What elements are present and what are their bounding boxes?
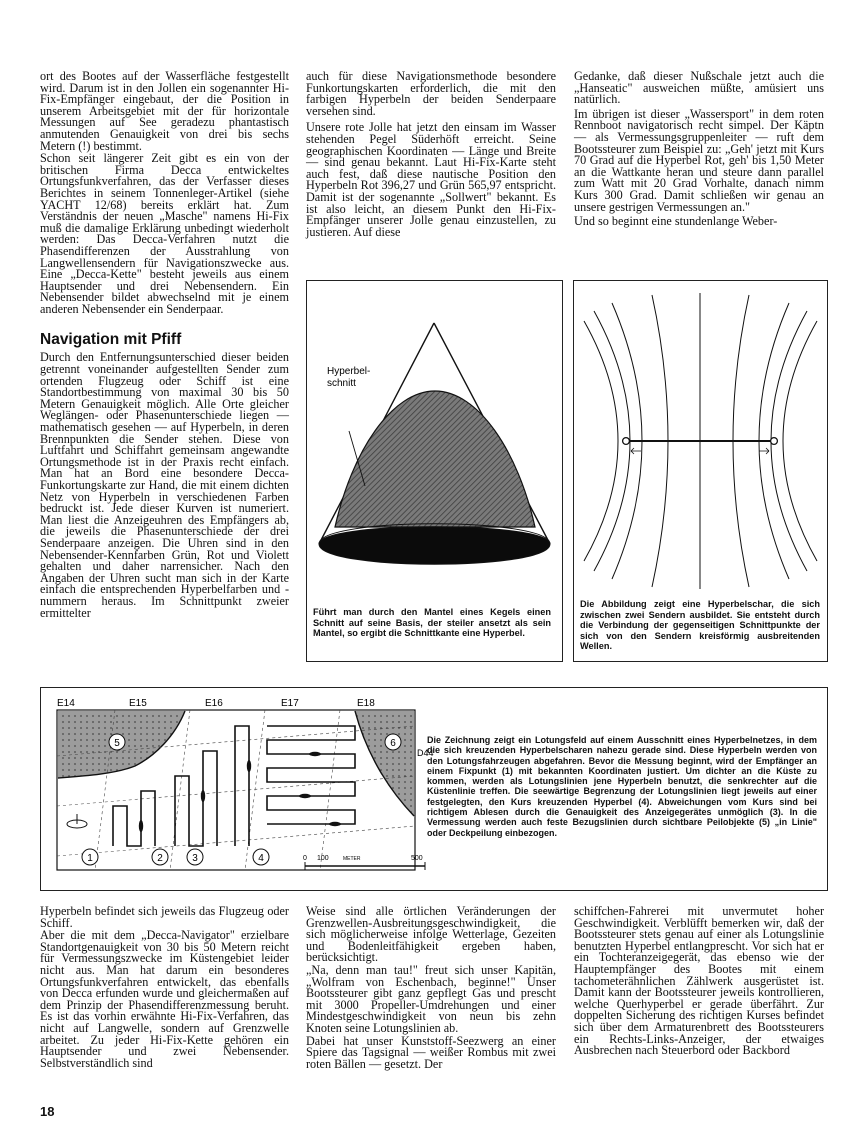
column-top-left: [40, 71, 289, 619]
marker-label: 2: [157, 853, 163, 864]
hyperbola-section: [335, 391, 535, 527]
marker-label: 5: [114, 738, 120, 749]
survey-map-figure: [40, 687, 828, 891]
hyperbola-caption: Die Abbildung zeigt eine Hyperbelschar, die sich zwischen zwei Sendern ausbildet. Sie entsteht durch die Verbindung der gegenseitigen Schnittpunkte der sich von den Sendern kreisförmig ausbreitenden Wellen.: [580, 599, 820, 652]
column-bottom-right: [574, 906, 824, 1057]
scale-label: 500: [411, 855, 423, 862]
paragraph: Unsere rote Jolle hat jetzt den einsam im Wasser stehenden Pegel Süderhöft erreicht. Seine geographischen Koordinaten — Länge und Breite — sind genau bekannt. Laut Hi-Fix-Karte steht auch fest, daß diese nautische Position den Hyperbeln Rot 396,27 und Grün 565,97 entspricht. Damit ist der sogenannte „Sollwert" bekannt. Es ist also leicht, an diesem Punkt den Hi-Fix-Empfänger unserer Jolle genau einzustellen, zu justieren. Auf diese: [306, 120, 556, 239]
page-number: 18: [40, 1104, 55, 1119]
grid-label: E16: [205, 698, 223, 709]
paragraph: Durch den Entfernungsunterschied dieser beiden getrennt voneinander aufgestellten Sender zum ortenden Flugzeug oder Schiff ist eine Standortbestimmung von maximal 30 bis 50 Metern Genauigkeit möglich. Alle Orte gleicher Weglängen- oder Phasenunterschiede liegen — mathematisch gesehen — auf Hyperbeln, in deren Brennpunkten die Sender stehen. Diese von Luftfahrt und Schiffahrt gemeinsam angewandte Ortungsmethode ist in der Praxis recht einfach. Man hat an Bord eine besondere Decca-Funkortungskarte zur Hand, die mit einem dichten Netz von Hyperbeln in verschiedenen Farben bedruckt ist. Jede dieser Kurven ist numeriert. Man liest die Anzeigeuhren des Empfängers ab, die jeweils die Phasenunterschiede der drei Senderpaare anzeigen. Die Uhren sind in den Nebensender-Kennfarben Grün, Rot und Violett gehalten und daher narrensicher. Nach den Angaben der Uhren sucht man sich in der Karte einfach die entsprechenden Hyperbelfarben und -nummern heraus. Im Schnittpunkt zweier ermittelter: [40, 350, 289, 620]
paragraph: Hyperbeln befindet sich jeweils das Flugzeug oder Schiff.: [40, 904, 289, 930]
hyperbola-figure: [573, 280, 828, 662]
paragraph: Gedanke, daß dieser Nußschale jetzt auch die „Hanseatic" ausweichen müßte, amüsiert uns natürlich.: [574, 69, 824, 107]
cone-figure: [306, 280, 563, 662]
survey-map: [55, 696, 435, 881]
scale-label: METER: [343, 856, 361, 862]
paragraph: Dabei hat unser Kunststoff-Seezwerg an einer Spiere das Tagsignal — weißer Rombus mit zwei roten Bällen — gesetzt. Der: [306, 1033, 556, 1071]
marker-label: 6: [390, 738, 396, 749]
scale-label: 100: [317, 855, 329, 862]
paragraph: Im übrigen ist dieser „Wassersport" in dem roten Rennboot navigatorisch recht simpel. Der Käptn — als Vermessungsgruppenleiter — ruft dem Bootssteurer zum Beispiel zu: „Geh' jetzt mit Kurs 70 Grad auf die Hyperbel Rot, geh' bis 1,50 Meter an die Wattkante heran und steure dann parallel zum Watt mit 20 Grad Vorhalte, danach nimm Kurs 300 Grad. Damit schließen wir genau an unsere gestrigen Vermessungen an.": [574, 106, 824, 214]
scale-label: 0: [303, 855, 307, 862]
paragraph: Aber die mit dem „Decca-Navigator" erzielbare Standortgenauigkeit von 30 bis 50 Metern reicht für Vermessungszwecke im Küstengebiet leider nicht aus. Man hat darum ein besonderes Ortungsfunkverfahren entwickelt, das ebenfalls von Decca erfunden wurde und gleichermaßen auf dem Prinzip der Phasendifferenzmessung beruht. Es ist das vorhin erwähnte Hi-Fix-Verfahren, das nicht auf Langwelle, sondern auf Grenzwelle arbeitet. Zu jeder Hi-Fix-Kette gehören ein Hauptsender und zwei Nebensender. Selbstverständlich sind: [40, 928, 289, 1070]
cone-base: [319, 527, 550, 565]
paragraph: auch für diese Navigationsmethode besondere Funkortungskarten erforderlich, die mit den farbigen Hyperbeln der beiden Senderpaare versehen sind.: [306, 69, 556, 118]
paragraph: Weise sind alle örtlichen Veränderungen der Grenzwellen-Ausbreitungsgeschwindigkeit, die sich möglicherweise infolge Wetterlage, Gezeiten und Bodenleitfähigkeit ergeben haben, berücksichtigt.: [306, 904, 556, 965]
grid-label: E15: [129, 698, 147, 709]
cone-caption: Führt man durch den Mantel eines Kegels einen Schnitt auf seine Basis, der steiler ansetzt als sein Mantel, so ergibt die Schnittkante eine Hyperbel.: [313, 607, 551, 639]
section-heading: Navigation mit Pfiff: [40, 331, 182, 349]
column-top-middle: [306, 71, 556, 238]
cone-label: Hyperbel-: [327, 366, 371, 377]
column-top-right: [574, 71, 824, 228]
paragraph: ort des Bootes auf der Wasserfläche festgestellt wird. Darum ist in den Jollen ein sogenannter Hi-Fix-Empfänger eingebaut, der die Position in unserem Arbeitsgebiet mit der für horizontale Messungen auf See geradezu phantastisch anmutenden Genauigkeit von drei bis sechs Metern (!) bestimmt.: [40, 69, 289, 153]
grid-label: E18: [357, 698, 375, 709]
grid-label: E17: [281, 698, 299, 709]
marker-label: 1: [87, 853, 93, 864]
cone-label: schnitt: [327, 378, 356, 389]
paragraph: „Na, denn man tau!" freut sich unser Kapitän, „Wolfram von Eschenbach, beginne!" Unser Bootssteurer gibt ganz gepflegt Gas und prescht mit 3000 Propeller-Umdrehungen und einer Mindestgeschwindigkeit von neun bis zehn Knoten seine Lotungslinien ab.: [306, 962, 556, 1035]
column-bottom-left: [40, 906, 289, 1069]
paragraph: Und so beginnt eine stundenlange Weber-: [574, 214, 778, 229]
transmitter-left: [623, 438, 630, 445]
cone-illustration: [307, 281, 562, 611]
paragraph: schiffchen-Fahrerei mit unvermutet hoher Geschwindigkeit. Verblüfft bemerken wir, daß der Bootssteurer stets genau auf einer als Lotungslinie benutzten Hyperbel entlangprescht. Vor sich hat er ein Tochteranzeigegerät, das ebenso wie der Hauptempfänger des Bootes mit einem tachometerähnlichen Zählwerk ausgerüstet ist. Damit kann der Bootssteurer jeweils kontrollieren, welche Querhyperbel er gerade überfährt. Zur doppelten Sicherung des richtigen Kurses befindet sich über dem Armaturenbrett des Bootssteurers ein Rechts-Links-Anzeiger, der etwaiges Ausbrechen nach Steuerbord oder Backbord: [574, 904, 824, 1058]
transmitter-right: [771, 438, 778, 445]
marker-label: 4: [258, 853, 264, 864]
grid-side-label: D44: [417, 748, 434, 758]
survey-map-caption: Die Zeichnung zeigt ein Lotungsfeld auf einem Ausschnitt eines Hyperbelnetzes, in dem die sich kreuzenden Hyperbelscharen nahezu gerade sind. Diese Hyperbeln werden von den Lotungsfahrzeugen abgefahren. Bevor die Messung beginnt, wird der Empfänger an einem Fixpunkt (1) mit bekannten Koordinaten justiert. Um dichter an die Küste zu kommen, werden als Lotungslinien jene Hyperbeln benutzt, die senkrechter auf die Küstenlinie treffen. Die seewärtige Begrenzung der Lotungslinien liegt jeweils auf einer festgelegten, den Kurs kreuzenden Hyperbel (4). Abweichungen vom Kurs sind bei richtigem Ablesen durch die Genauigkeit des Anzeigegerätes unmöglich (3). In die Vermessung werden auch feste Bezugslinien durch sichtbare Peilobjekte (5) „in Linie" oder Deckpeilung einbezogen.: [427, 735, 817, 838]
marker-label: 3: [192, 853, 198, 864]
column-bottom-middle: [306, 906, 556, 1070]
grid-label: E14: [57, 698, 75, 709]
hyperbola-family-illustration: [574, 281, 827, 591]
paragraph: Schon seit längerer Zeit gibt es ein von der britischen Firma Decca entwickeltes Ortungsfunkverfahren, das der Verfasser dieses Berichtes in seinem Tonnenleger-Artikel (siehe YACHT 12/68) bereits erklärt hat. Zum Verständnis der neuen „Masche" namens Hi-Fix muß die damalige Erklärung unbedingt wiederholt werden: Das Decca-Verfahren nutzt die Phasendifferenzen der Ausstrahlung von Langwellensendern für Navigationszwecke aus. Eine „Decca-Kette" besteht jeweils aus einem Hauptsender und drei Nebensendern. Ein Nebensender bildet abwechselnd mit je einem anderen Nebensender ein Senderpaar.: [40, 151, 289, 316]
